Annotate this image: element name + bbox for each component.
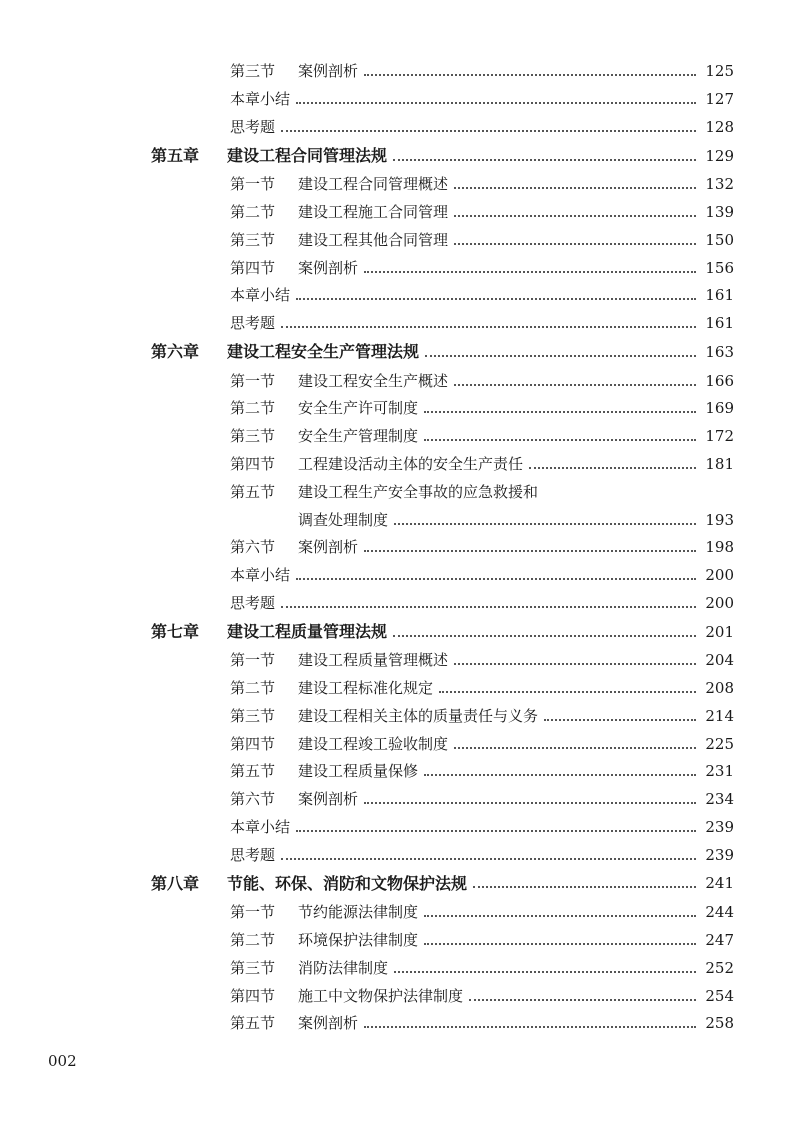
toc-chapter-entry[interactable] — [151, 141, 734, 171]
entry-title: 环境保护法律制度 — [298, 930, 419, 949]
section-number: 第一节 — [230, 651, 276, 670]
section-number: 第五节 — [230, 1014, 276, 1033]
page-ref: 231 — [705, 762, 734, 781]
dot-leader — [454, 214, 696, 217]
dot-leader — [364, 270, 696, 273]
page-ref: 128 — [705, 117, 734, 136]
section-number: 第五节 — [230, 762, 276, 781]
dot-leader — [424, 438, 696, 441]
page-ref: 125 — [705, 62, 734, 81]
dot-leader — [424, 773, 696, 776]
page-ref: 234 — [705, 790, 734, 809]
toc-entry[interactable] — [298, 506, 734, 534]
entry-title: 案例剖析 — [298, 62, 359, 81]
page-ref: 132 — [705, 175, 734, 194]
section-number: 第二节 — [230, 679, 276, 698]
page-ref: 156 — [705, 258, 734, 277]
toc-entry[interactable] — [230, 647, 734, 675]
toc-entry[interactable] — [230, 310, 734, 338]
entry-title: 安全生产管理制度 — [298, 427, 419, 446]
dot-leader — [394, 970, 696, 973]
dot-leader — [281, 605, 696, 608]
entry-title: 案例剖析 — [298, 538, 359, 557]
entry-title: 本章小结 — [230, 90, 291, 109]
toc-entry[interactable] — [230, 171, 734, 199]
dot-leader — [394, 522, 696, 525]
page-ref: 198 — [705, 538, 734, 557]
page-ref: 127 — [705, 90, 734, 109]
toc-entry[interactable] — [230, 590, 734, 618]
entry-title: 建设工程标准化规定 — [298, 679, 434, 698]
entry-title: 建设工程质量保修 — [298, 762, 419, 781]
section-number: 第二节 — [230, 399, 276, 418]
entry-title: 建设工程竣工验收制度 — [298, 734, 449, 753]
toc-entry[interactable] — [230, 254, 734, 282]
page-ref: 166 — [705, 371, 734, 390]
dot-leader — [439, 690, 696, 693]
toc-entry[interactable] — [230, 702, 734, 730]
page-ref: 201 — [705, 622, 734, 641]
dot-leader — [424, 942, 696, 945]
page-ref: 129 — [705, 146, 734, 165]
toc-entry[interactable] — [230, 114, 734, 142]
section-number: 第三节 — [230, 230, 276, 249]
chapter-title: 建设工程质量管理法规 — [227, 622, 388, 642]
entry-title: 案例剖析 — [298, 790, 359, 809]
dot-leader — [529, 466, 696, 469]
dot-leader — [544, 718, 696, 721]
entry-title: 调查处理制度 — [298, 510, 389, 529]
dot-leader — [296, 577, 696, 580]
section-number: 第四节 — [230, 454, 276, 473]
toc-entry[interactable] — [230, 841, 734, 869]
page-ref: 172 — [705, 427, 734, 446]
chapter-title: 节能、环保、消防和文物保护法规 — [227, 873, 468, 893]
entry-title: 案例剖析 — [298, 1014, 359, 1033]
entry-title: 施工中文物保护法律制度 — [298, 986, 464, 1005]
page-ref: 239 — [705, 845, 734, 864]
toc-chapter-entry[interactable] — [151, 617, 734, 647]
entry-title: 建设工程施工合同管理 — [298, 203, 449, 222]
page-ref: 252 — [705, 958, 734, 977]
dot-leader — [364, 1025, 696, 1028]
section-number: 第三节 — [230, 427, 276, 446]
toc-entry[interactable] — [230, 562, 734, 590]
entry-title: 建设工程其他合同管理 — [298, 230, 449, 249]
page-ref: 244 — [705, 903, 734, 922]
toc-entry[interactable] — [230, 899, 734, 927]
dot-leader — [393, 158, 696, 161]
chapter-number: 第八章 — [151, 873, 200, 893]
dot-leader — [424, 410, 696, 413]
entry-title: 建设工程安全生产概述 — [298, 371, 449, 390]
dot-leader — [281, 129, 696, 132]
toc-entry[interactable] — [230, 451, 734, 479]
dot-leader — [425, 354, 696, 357]
page-ref: 214 — [705, 706, 734, 725]
page-ref: 200 — [705, 566, 734, 585]
page-ref: 204 — [705, 651, 734, 670]
toc-entry[interactable] — [230, 395, 734, 423]
page-ref: 163 — [705, 342, 734, 361]
section-number: 第一节 — [230, 175, 276, 194]
toc-entry[interactable] — [230, 758, 734, 786]
toc-entry[interactable] — [230, 927, 734, 955]
entry-title: 节约能源法律制度 — [298, 903, 419, 922]
dot-leader — [424, 914, 696, 917]
page-ref: 161 — [705, 314, 734, 333]
toc-entry[interactable] — [230, 730, 734, 758]
section-number: 第三节 — [230, 62, 276, 81]
entry-title: 消防法律制度 — [298, 958, 389, 977]
dot-leader — [364, 549, 696, 552]
page-ref: 150 — [705, 230, 734, 249]
section-number: 第二节 — [230, 203, 276, 222]
entry-title: 建设工程生产安全事故的应急救援和 — [298, 482, 539, 501]
section-number: 第六节 — [230, 790, 276, 809]
toc-entry[interactable] — [230, 1010, 734, 1038]
page-ref: 254 — [705, 986, 734, 1005]
toc-entry[interactable] — [230, 226, 734, 254]
entry-title: 本章小结 — [230, 818, 291, 837]
chapter-number: 第五章 — [151, 146, 200, 166]
chapter-title: 建设工程安全生产管理法规 — [227, 342, 420, 362]
toc-entry[interactable] — [230, 86, 734, 114]
dot-leader — [473, 885, 696, 888]
toc-entry[interactable] — [230, 786, 734, 814]
section-number: 第六节 — [230, 538, 276, 557]
section-number: 第一节 — [230, 903, 276, 922]
dot-leader — [296, 829, 696, 832]
entry-title: 案例剖析 — [298, 258, 359, 277]
entry-title: 思考题 — [230, 117, 276, 136]
chapter-title: 建设工程合同管理法规 — [227, 146, 388, 166]
entry-title: 建设工程相关主体的质量责任与义务 — [298, 706, 539, 725]
dot-leader — [296, 101, 696, 104]
entry-title: 安全生产许可制度 — [298, 399, 419, 418]
page-ref: 193 — [705, 510, 734, 529]
dot-leader — [469, 998, 696, 1001]
entry-title: 思考题 — [230, 314, 276, 333]
page-number: 002 — [48, 1052, 77, 1070]
section-number: 第四节 — [230, 734, 276, 753]
dot-leader — [364, 801, 696, 804]
toc-entry[interactable] — [230, 954, 734, 982]
page-ref: 258 — [705, 1014, 734, 1033]
chapter-number: 第六章 — [151, 342, 200, 362]
toc-entry[interactable] — [230, 478, 734, 506]
dot-leader — [281, 857, 696, 860]
dot-leader — [393, 634, 696, 637]
toc-entry[interactable] — [230, 199, 734, 227]
toc-entry[interactable] — [230, 675, 734, 703]
dot-leader — [454, 746, 696, 749]
entry-title: 建设工程合同管理概述 — [298, 175, 449, 194]
page-ref: 208 — [705, 679, 734, 698]
page-ref: 225 — [705, 734, 734, 753]
toc-chapter-entry[interactable] — [151, 869, 734, 899]
dot-leader — [296, 297, 696, 300]
toc-entry[interactable] — [230, 282, 734, 310]
entry-title: 本章小结 — [230, 566, 291, 585]
dot-leader — [454, 662, 696, 665]
table-of-contents — [0, 58, 790, 1038]
section-number: 第四节 — [230, 986, 276, 1005]
entry-title: 思考题 — [230, 845, 276, 864]
section-number: 第三节 — [230, 706, 276, 725]
toc-entry[interactable] — [230, 367, 734, 395]
dot-leader — [454, 383, 696, 386]
chapter-number: 第七章 — [151, 622, 200, 642]
toc-entry[interactable] — [230, 534, 734, 562]
section-number: 第一节 — [230, 371, 276, 390]
toc-entry[interactable] — [230, 814, 734, 842]
page-ref: 200 — [705, 593, 734, 612]
toc-entry[interactable] — [230, 58, 734, 86]
entry-title: 工程建设活动主体的安全生产责任 — [298, 454, 524, 473]
toc-entry[interactable] — [230, 982, 734, 1010]
dot-leader — [454, 242, 696, 245]
page-ref: 247 — [705, 930, 734, 949]
toc-chapter-entry[interactable] — [151, 338, 734, 368]
entry-title: 本章小结 — [230, 286, 291, 305]
page-ref: 239 — [705, 818, 734, 837]
page-ref: 161 — [705, 286, 734, 305]
entry-title: 建设工程质量管理概述 — [298, 651, 449, 670]
page-ref: 139 — [705, 203, 734, 222]
section-number: 第三节 — [230, 958, 276, 977]
toc-entry[interactable] — [230, 423, 734, 451]
page-ref: 241 — [705, 874, 734, 893]
page-ref: 169 — [705, 399, 734, 418]
section-number: 第二节 — [230, 930, 276, 949]
section-number: 第四节 — [230, 258, 276, 277]
entry-title: 思考题 — [230, 593, 276, 612]
section-number: 第五节 — [230, 482, 276, 501]
page-ref: 181 — [705, 454, 734, 473]
dot-leader — [364, 73, 696, 76]
dot-leader — [454, 186, 696, 189]
dot-leader — [281, 325, 696, 328]
